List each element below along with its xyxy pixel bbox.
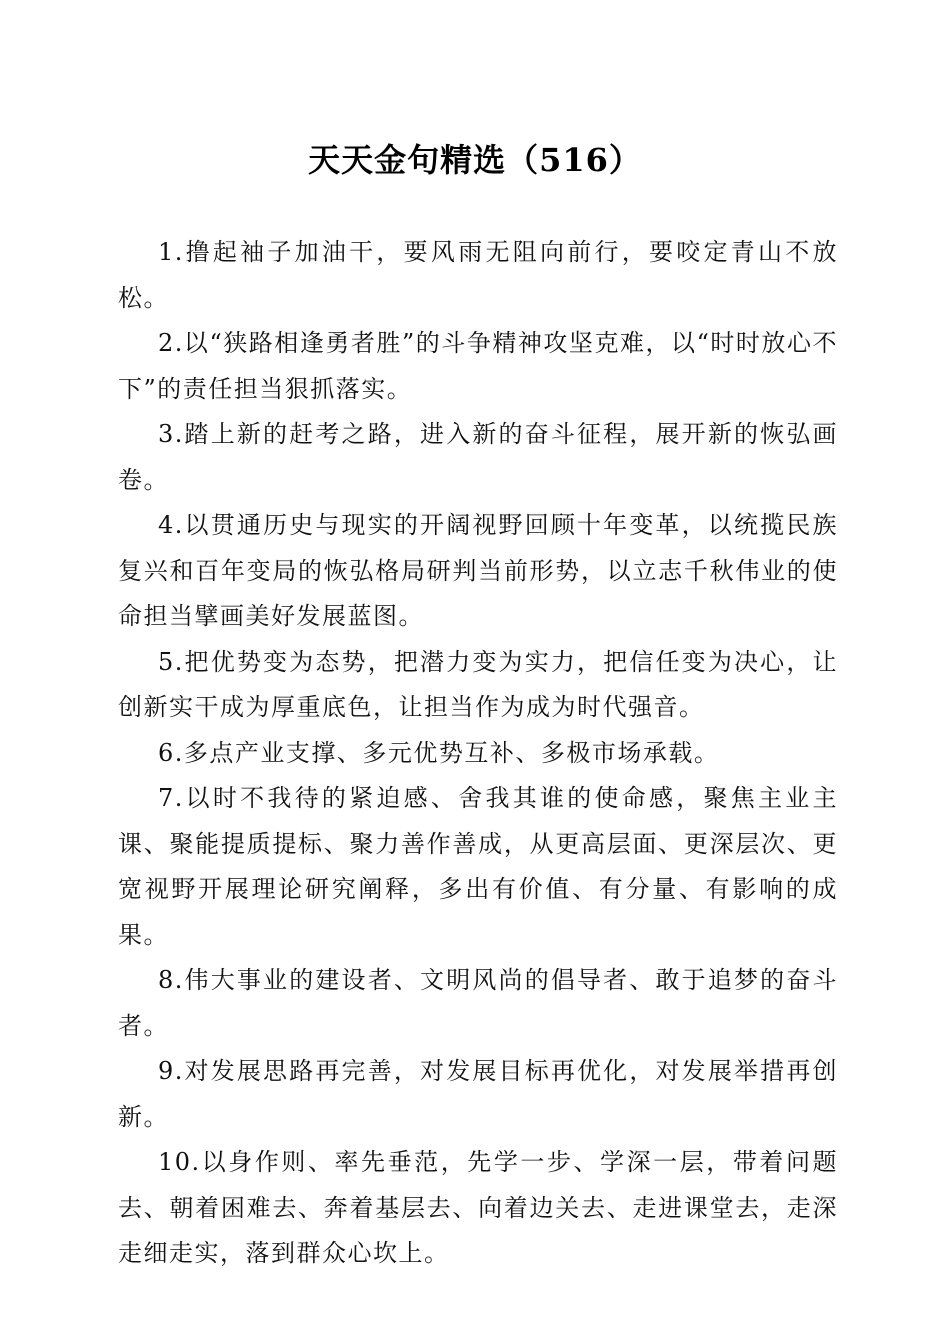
paragraph-2: 2.以“狭路相逢勇者胜”的斗争精神攻坚克难，以“时时放心不下”的责任担当狠抓落实。: [118, 329, 838, 403]
paragraph-6: 6.多点产业支撑、多元优势互补、多极市场承载。: [158, 738, 720, 767]
paragraph-7: 7.以时不我待的紧迫感、舍我其谁的使命感，聚焦主业主课、聚能提质提标、聚力善作善成，从更高层面、更深层次、更宽视野开展理论研究阐释，多出有价值、有分量、有影响的成果。: [118, 784, 838, 949]
paragraph-10: 10.以身作则、率先垂范，先学一步、学深一层，带着问题去、朝着困难去、奔着基层去、向着边关去、走进课堂去，走深走细走实，落到群众心坎上。: [118, 1148, 838, 1267]
paragraph-3: 3.踏上新的赶考之路，进入新的奋斗征程，展开新的恢弘画卷。: [118, 420, 838, 494]
document-title: 天天金句精选（516）: [308, 141, 642, 179]
paragraph-9: 9.对发展思路再完善，对发展目标再优化，对发展举措再创新。: [118, 1057, 838, 1131]
paragraph-4: 4.以贯通历史与现实的开阔视野回顾十年变革，以统揽民族复兴和百年变局的恢弘格局研判当前形势，以立志千秋伟业的使命担当擘画美好发展蓝图。: [118, 511, 838, 630]
paragraph-5: 5.把优势变为态势，把潜力变为实力，把信任变为决心，让创新实干成为厚重底色，让担当作为成为时代强音。: [118, 647, 838, 721]
paragraph-8: 8.伟大事业的建设者、文明风尚的倡导者、敢于追梦的奋斗者。: [118, 966, 838, 1040]
document-body: [118, 230, 838, 1277]
paragraph-1: 1.撸起袖子加油干，要风雨无阻向前行，要咬定青山不放松。: [118, 238, 838, 312]
